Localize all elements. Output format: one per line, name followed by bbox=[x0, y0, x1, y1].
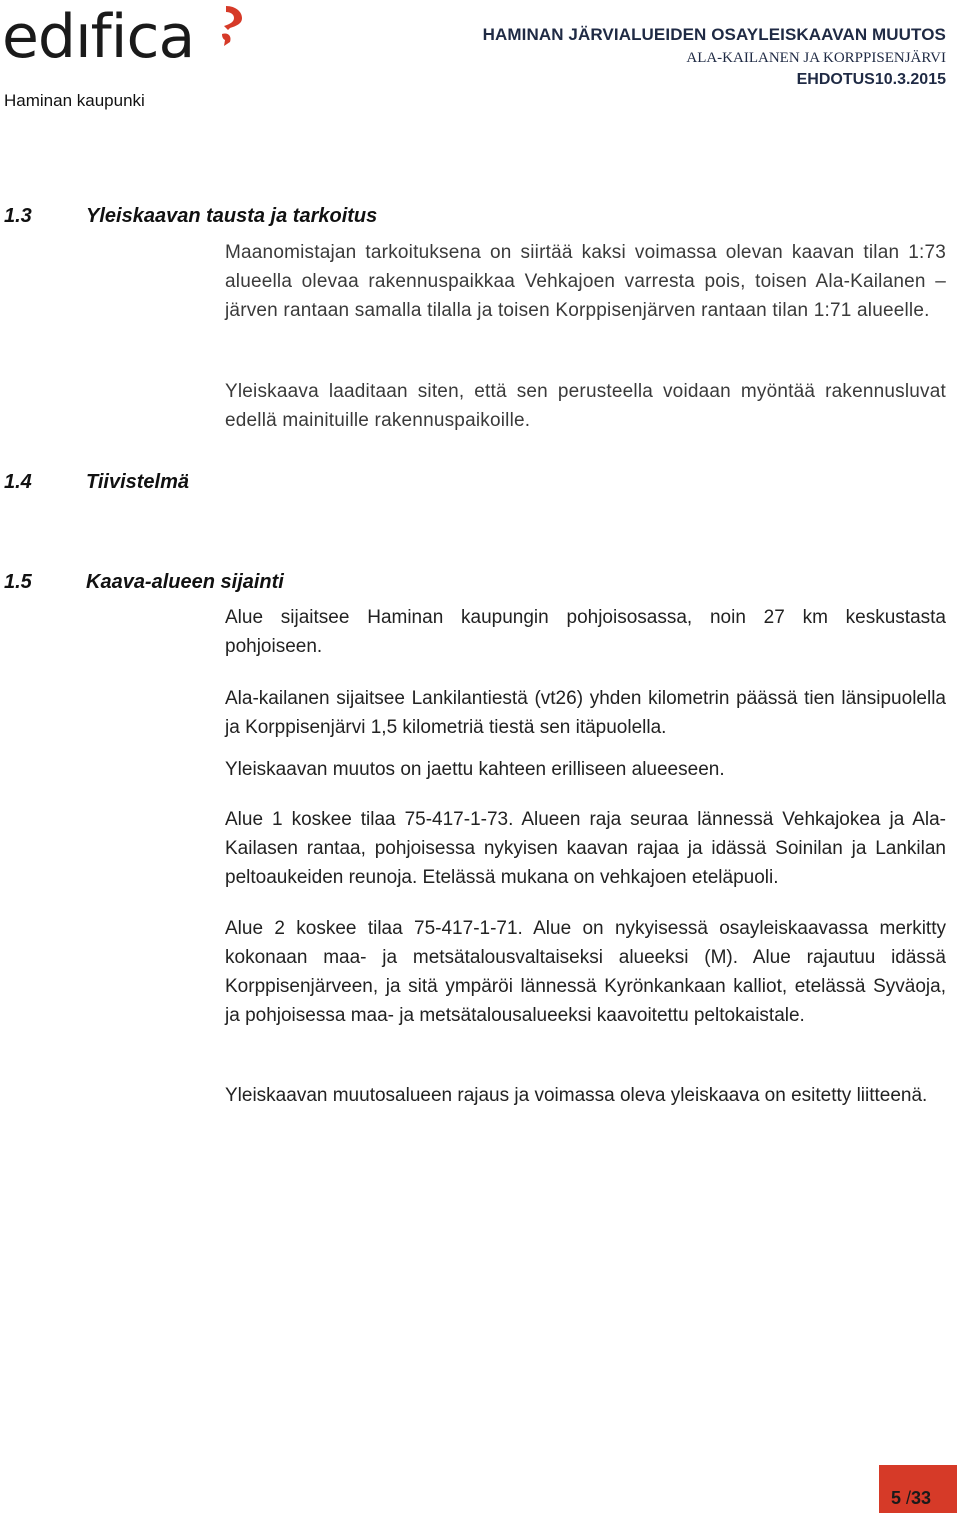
paragraph: Ala-kailanen sijaitsee Lankilantiestä (vt26) yhden kilometrin päässä tien länsipuolella ja Korppisenjärvi 1,5 kilometriä tiestä sen itäpuolella. bbox=[225, 688, 946, 738]
city-name: Haminan kaupunki bbox=[4, 91, 145, 110]
page-indicator bbox=[879, 1465, 957, 1513]
paragraph: Alue sijaitsee Haminan kaupungin pohjoisosassa, noin 27 km keskustasta pohjoiseen. bbox=[225, 607, 946, 657]
document-title: HAMINAN JÄRVIALUEIDEN OSAYLEISKAAVAN MUUTOS bbox=[482, 25, 946, 44]
section-title: Kaava-alueen sijainti bbox=[86, 571, 284, 593]
paragraph: Alue 2 koskee tilaa 75-417-1-71. Alue on nykyisessä osayleiskaavassa merkitty kokonaan maa- ja metsätalousvaltaiseksi alueeksi (M). Alue rajautuu idässä Korppisenjärveen, ja sitä ympäröi lännessä Kyrönkankaan kalliot, etelässä Syväoja, ja pohjoisessa maa- ja metsätalousalueeksi kaavoitettu peltokaistale. bbox=[225, 918, 946, 1026]
page-total: 33 bbox=[911, 1488, 932, 1508]
paragraph: Alue 1 koskee tilaa 75-417-1-73. Alueen raja seuraa lännessä Vehkajokea ja Ala-Kailasen rantaa, pohjoisessa nykyisen kaavan rajaa ja idässä Soinilan ja Lankilan peltoaukeiden reunoja. Etelässä mukana on vehkajoen eteläpuoli. bbox=[225, 809, 946, 888]
page-number bbox=[891, 1488, 931, 1509]
section-heading-1-3 bbox=[4, 205, 377, 228]
document-subtitle: ALA-KAILANEN JA KORPPISENJÄRVI bbox=[686, 50, 946, 66]
paragraph: Yleiskaavan muutos on jaettu kahteen erilliseen alueeseen. bbox=[225, 759, 725, 780]
paragraph: Maanomistajan tarkoituksena on siirtää kaksi voimassa olevan kaavan tilan 1:73 alueella olevaa rakennuspaikkaa Vehkajoen varresta pois, toisen Ala-Kailanen –järven rantaan samalla tilalla ja toisen Korppisenjärven rantaan tilan 1:71 alueelle. bbox=[225, 242, 946, 321]
paragraph: Yleiskaava laaditaan siten, että sen perusteella voidaan myöntää rakennusluvat edellä mainituille rakennuspaikoille. bbox=[225, 381, 946, 431]
edifica-logo bbox=[2, 2, 252, 82]
section-number: 1.4 bbox=[4, 471, 32, 493]
section-heading-1-4 bbox=[4, 471, 189, 494]
section-number: 1.5 bbox=[4, 571, 32, 593]
section-heading-1-5 bbox=[4, 571, 284, 594]
section-title: Tiivistelmä bbox=[86, 471, 190, 493]
section-title: Yleiskaavan tausta ja tarkoitus bbox=[86, 205, 378, 227]
paragraph: Yleiskaavan muutosalueen rajaus ja voimassa oleva yleiskaava on esitetty liitteenä. bbox=[225, 1085, 928, 1106]
page-separator: / bbox=[906, 1488, 912, 1508]
logo-mark-icon bbox=[220, 6, 244, 46]
logo-wordmark: edıfica bbox=[2, 2, 195, 72]
document-status-date: EHDOTUS10.3.2015 bbox=[796, 71, 946, 88]
page-current: 5 bbox=[891, 1488, 902, 1508]
section-number: 1.3 bbox=[4, 205, 32, 227]
